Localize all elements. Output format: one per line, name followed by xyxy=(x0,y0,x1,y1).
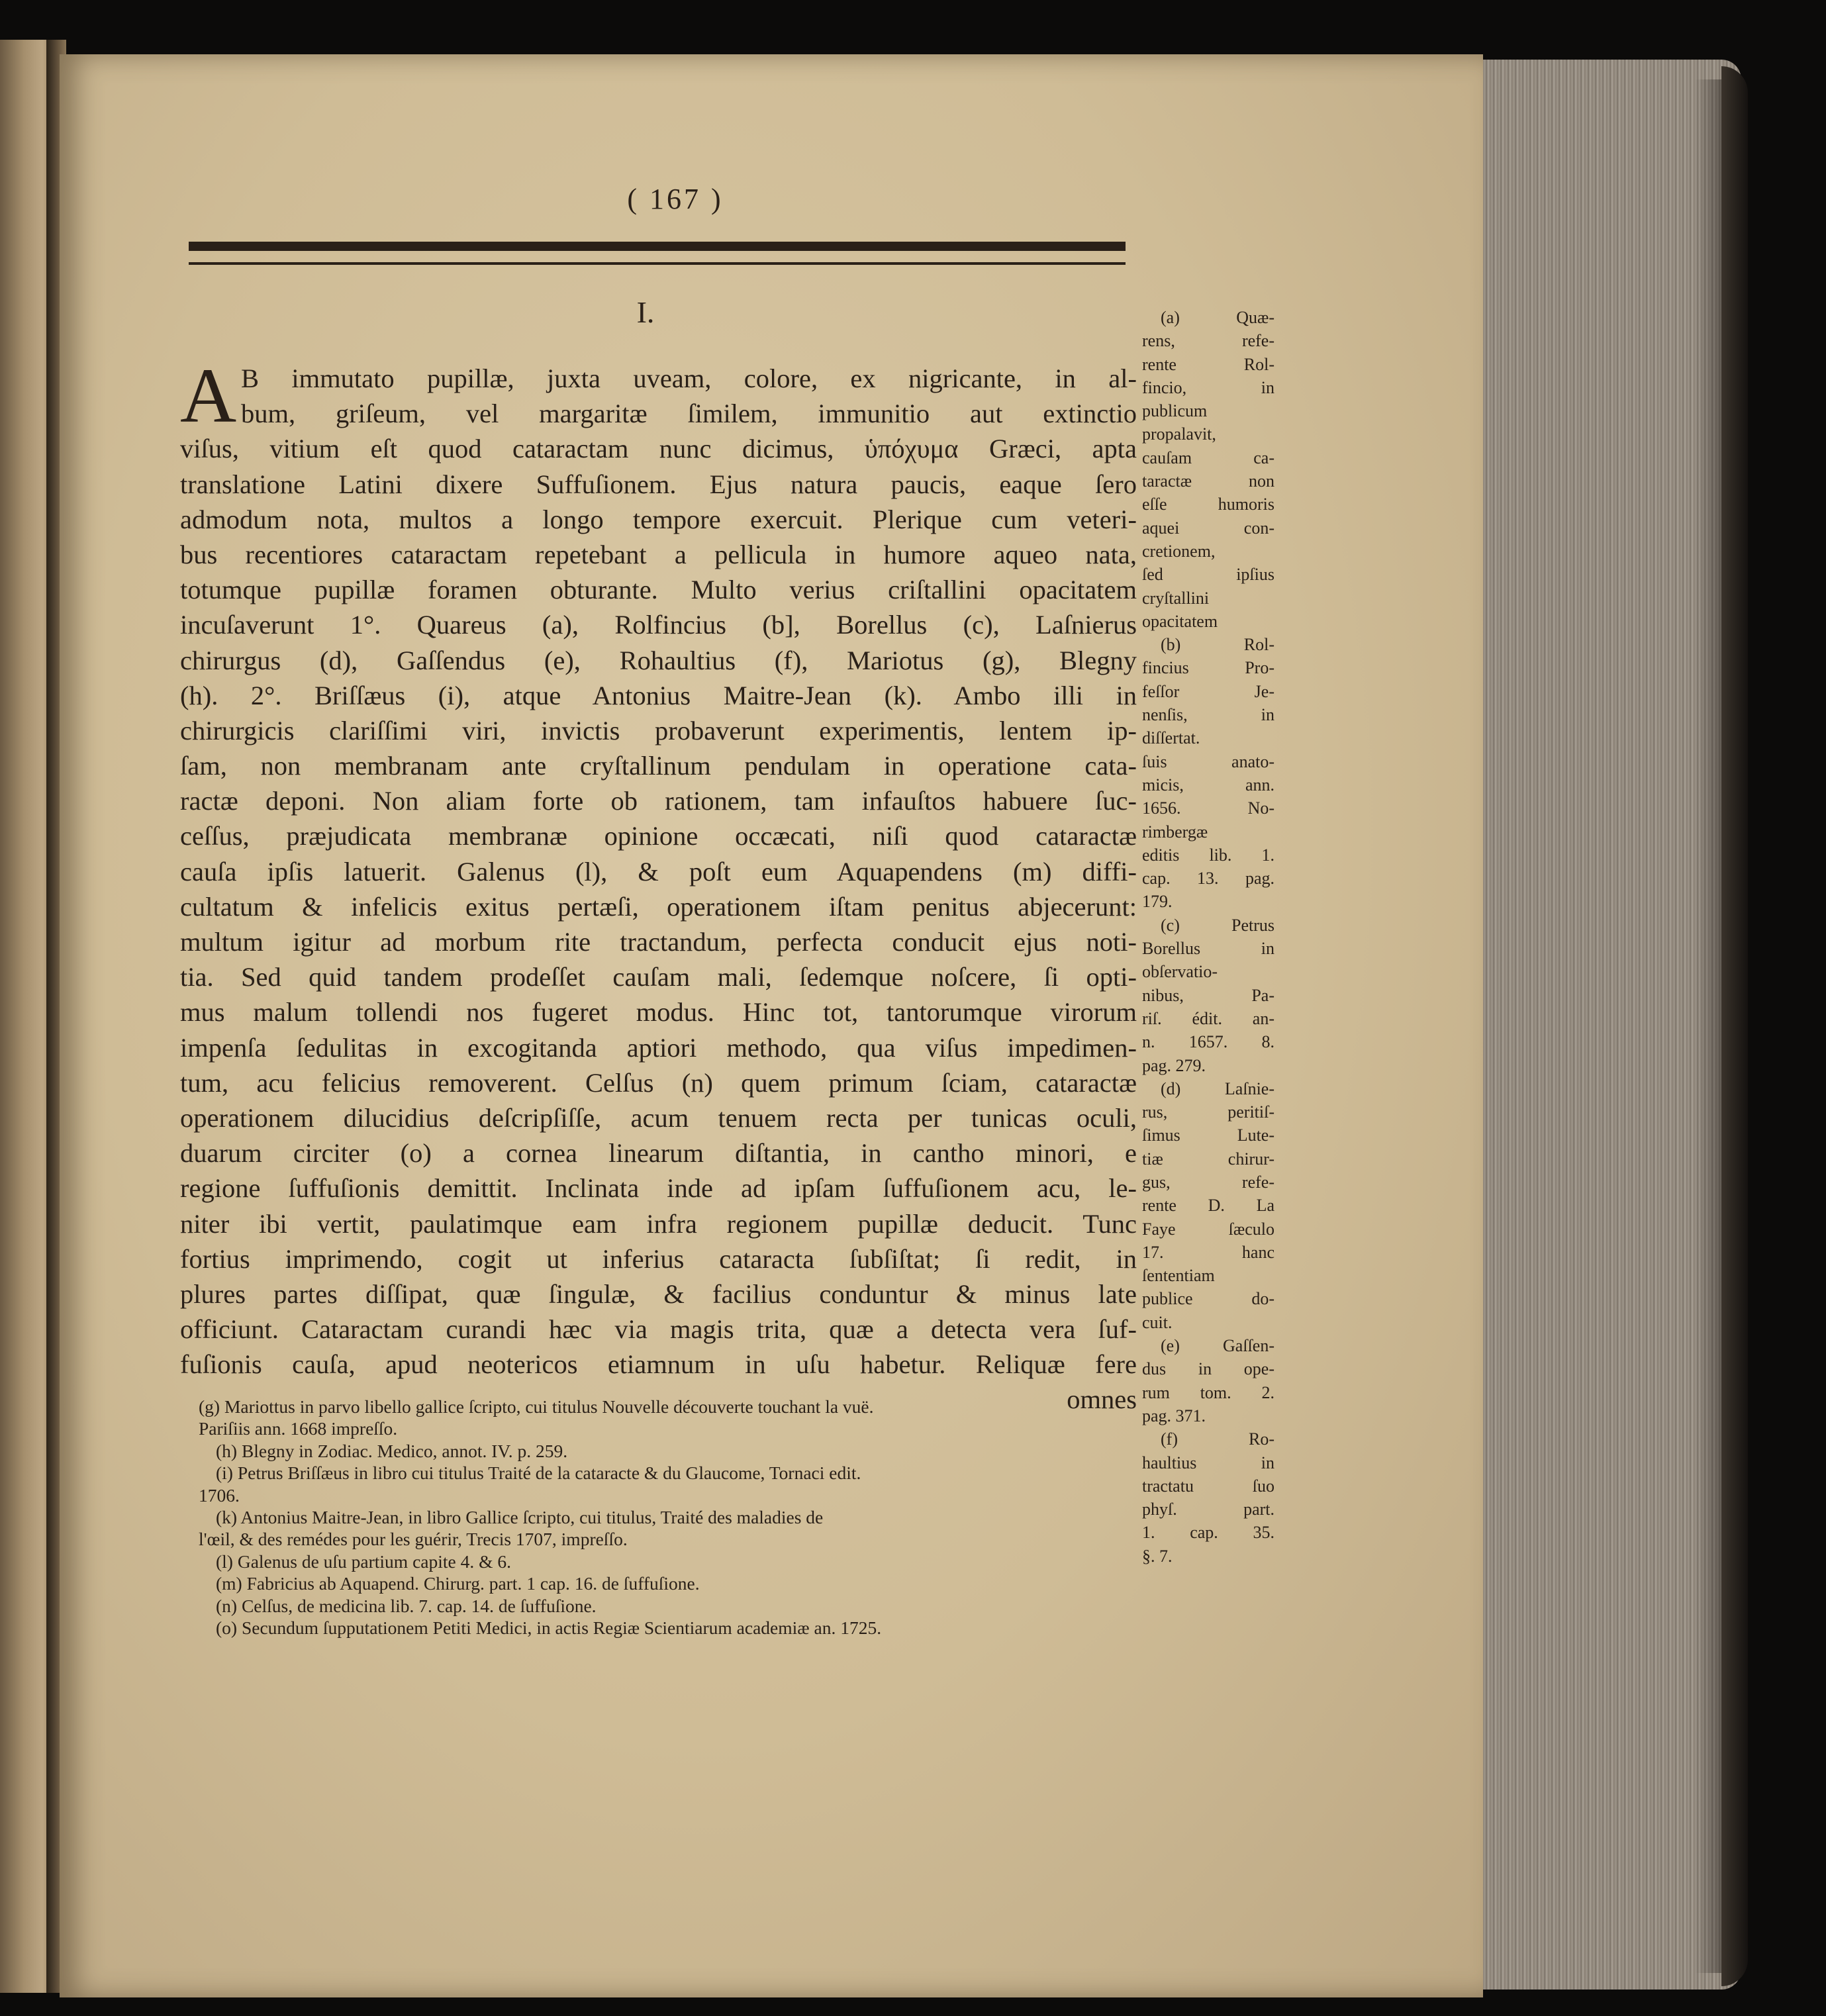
text-line: ſam, non membranam ante cryſtallinum pendulam in operatione cata- xyxy=(180,751,1137,781)
footnote-line: 1706. xyxy=(199,1484,240,1506)
margin-note-line: publice do- xyxy=(1142,1289,1274,1309)
margin-note-line: rum tom. 2. xyxy=(1142,1382,1274,1402)
margin-note-line: 1656. No- xyxy=(1142,798,1274,818)
margin-note-line: diſſertat. xyxy=(1142,728,1200,748)
margin-note-line: cauſam ca- xyxy=(1142,448,1274,467)
margin-note-line: fincio, in xyxy=(1142,377,1274,397)
text-line: fuſionis cauſa, apud neotericos etiamnum in uſu habetur. Reliquæ fere xyxy=(180,1349,1137,1380)
text-line: duarum circiter (o) a cornea linearum diſtantia, in cantho minori, e xyxy=(180,1138,1137,1169)
margin-note-line: nibus, Pa- xyxy=(1142,985,1274,1005)
margin-note-line: 1. cap. 35. xyxy=(1142,1523,1274,1543)
header-rule-thick xyxy=(189,242,1126,251)
footnote-line: l'œil, & des remédes pour les guérir, Trecis 1707, impreſſo. xyxy=(199,1529,628,1550)
footnote-line: (g) Mariottus in parvo libello gallice ſcripto, cui titulus Nouvelle découverte touchant la vuë. xyxy=(199,1396,874,1417)
margin-note-line: n. 1657. 8. xyxy=(1142,1032,1274,1052)
margin-note-line: propalavit, xyxy=(1142,424,1216,444)
margin-note-line: dus in ope- xyxy=(1142,1359,1274,1379)
margin-note-line: gus, refe- xyxy=(1142,1172,1274,1192)
margin-note-line: phyſ. part. xyxy=(1142,1500,1274,1519)
margin-note-line: rente D. La xyxy=(1142,1196,1274,1216)
margin-note-line: (a) Quæ- xyxy=(1161,308,1274,327)
text-line: chirurgicis clariſſimi viri, invictis probaverunt experimentis, lentem ip- xyxy=(180,715,1137,745)
margin-note-line: Faye ſæculo xyxy=(1142,1219,1274,1239)
margin-note-line: taractæ non xyxy=(1142,471,1274,491)
text-line: B immutato pupillæ, juxta uveam, colore, ex nigricante, in al- xyxy=(241,363,1137,393)
footnote-line: (n) Celſus, de medicina lib. 7. cap. 14. de ſuffuſione. xyxy=(216,1595,597,1616)
margin-note-line: ſententiam xyxy=(1142,1266,1215,1286)
margin-note-line: nenſis, in xyxy=(1142,705,1274,725)
text-line: multum igitur ad morbum rite tractandum, perfecta conducit ejus noti- xyxy=(180,927,1137,957)
margin-note-line: cap. 13. pag. xyxy=(1142,869,1274,888)
margin-note-line: pag. 279. xyxy=(1142,1055,1206,1075)
margin-note-line: publicum xyxy=(1142,401,1208,421)
text-line: viſus, vitium eſt quod cataractam nunc dicimus, ὑπόχυμα Græci, apta xyxy=(180,434,1137,464)
text-line: cauſa ipſis latuerit. Galenus (l), & poſt eum Aquapendens (m) diffi- xyxy=(180,856,1137,887)
drop-cap: A xyxy=(180,352,237,439)
text-line: plures partes diſſipat, quæ ſingulæ, & facilius conduntur & minus late xyxy=(180,1278,1137,1309)
footnote-line: (h) Blegny in Zodiac. Medico, annot. IV. p. 259. xyxy=(216,1440,568,1461)
footnote-line: (l) Galenus de uſu partium capite 4. & 6. xyxy=(216,1551,511,1572)
footnote-line: (k) Antonius Maitre-Jean, in libro Gallice ſcripto, cui titulus, Traité des maladies de xyxy=(216,1506,824,1527)
margin-note-line: rimbergæ xyxy=(1142,822,1208,841)
margin-note-line: §. 7. xyxy=(1142,1546,1173,1566)
margin-note-line: micis, ann. xyxy=(1142,775,1274,794)
margin-note-line: (b) Rol- xyxy=(1161,635,1274,655)
text-line: mus malum tollendi nos fugeret modus. Hinc tot, tantorumque virorum xyxy=(180,997,1137,1028)
text-line: regione ſuffuſionis demittit. Inclinata inde ad ipſam ſuffuſionem acu, le- xyxy=(180,1173,1137,1204)
text-line: niter ibi vertit, paulatimque eam infra regionem pupillæ deducit. Tunc xyxy=(180,1208,1137,1239)
footnote-line: (m) Fabricius ab Aquapend. Chirurg. part. 1 cap. 16. de ſuffuſione. xyxy=(216,1573,700,1594)
text-line: ceſſus, præjudicata membranæ opinione occæcati, niſi quod cataractæ xyxy=(180,821,1137,851)
text-line: chirurgus (d), Gaſſendus (e), Rohaultius (f), Mariotus (g), Blegny xyxy=(180,645,1137,675)
text-line: fortius imprimendo, cogit ut inferius cataracta ſubſiſtat; ſi redit, in xyxy=(180,1243,1137,1274)
margin-note-line: feſſor Je- xyxy=(1142,681,1274,701)
margin-note-line: ſimus Lute- xyxy=(1142,1126,1274,1145)
text-line: incuſaverunt 1°. Quareus (a), Rolfincius (b], Borellus (c), Laſnierus xyxy=(180,610,1137,640)
margin-note-line: cryſtallini xyxy=(1142,588,1210,608)
header-rule-thin xyxy=(189,262,1126,265)
margin-note-line: haultius in xyxy=(1142,1453,1274,1472)
text-line: bus recentiores cataractam repetebant a pellicula in humore aqueo nata, xyxy=(180,539,1137,569)
margin-note-line: 179. xyxy=(1142,892,1173,912)
margin-note-line: cretionem, xyxy=(1142,541,1216,561)
text-line: tum, acu felicius removerent. Celſus (n) quem primum ſciam, cataractæ xyxy=(180,1067,1137,1098)
margin-note-line: obſervatio- xyxy=(1142,962,1218,982)
footnote-line: Pariſiis ann. 1668 impreſſo. xyxy=(199,1418,398,1439)
margin-note-line: fincius Pro- xyxy=(1142,658,1274,678)
margin-note-line: aquei con- xyxy=(1142,518,1274,538)
book-cover-edge xyxy=(1721,66,1748,1986)
main-text xyxy=(180,352,1137,1417)
text-line: bum, griſeum, vel margaritæ ſimilem, immunitio aut extinctio xyxy=(241,399,1137,429)
margin-note-line: pag. 371. xyxy=(1142,1406,1206,1425)
margin-note-line: 17. hanc xyxy=(1142,1242,1274,1262)
margin-note-line: rens, refe- xyxy=(1142,331,1274,351)
text-line: tia. Sed quid tandem prodeſſet cauſam mali, ſedemque noſcere, ſi opti- xyxy=(180,962,1137,992)
footnote-line: (i) Petrus Briſſæus in libro cui titulus Traité de la cataracte & du Glaucome, Tornaci edit. xyxy=(216,1463,861,1484)
margin-note-line: (e) Gaſſen- xyxy=(1161,1336,1274,1356)
text-line: (h). 2°. Briſſæus (i), atque Antonius Maitre-Jean (k). Ambo illi in xyxy=(180,680,1137,710)
margin-note-line: editis lib. 1. xyxy=(1142,845,1274,865)
margin-note-line: ſuis anato- xyxy=(1142,751,1274,771)
margin-note-line: Borellus in xyxy=(1142,939,1274,959)
margin-note-line: (c) Petrus xyxy=(1161,915,1274,935)
margin-note-line: cuit. xyxy=(1142,1312,1173,1332)
page-number: ( 167 ) xyxy=(627,183,724,215)
section-heading: I. xyxy=(636,295,655,329)
text-line: impenſa ſedulitas in excogitanda aptiori methodo, qua viſus impedimen- xyxy=(180,1032,1137,1063)
margin-note-line: (f) Ro- xyxy=(1161,1429,1274,1449)
text-line: admodum nota, multos a longo tempore exercuit. Plerique cum veteri- xyxy=(180,504,1137,534)
margin-note-line: tiæ chirur- xyxy=(1142,1149,1274,1169)
text-line: translatione Latini dixere Suffuſionem. Ejus natura paucis, eaque ſero xyxy=(180,469,1137,499)
margin-note-line: opacitatem xyxy=(1142,611,1218,631)
margin-note-line: rente Rol- xyxy=(1142,354,1274,374)
margin-notes xyxy=(1142,306,1274,1568)
margin-note-line: riſ. édit. an- xyxy=(1142,1008,1274,1028)
footnote-line: (o) Secundum ſupputationem Petiti Medici, in actis Regiæ Scientiarum academiæ an. 1725. xyxy=(216,1617,882,1638)
margin-note-line: ſed ipſius xyxy=(1142,565,1274,585)
footnotes xyxy=(199,1396,1152,1639)
text-line: ractæ deponi. Non aliam forte ob rationem, tam infauſtos habuere ſuc- xyxy=(180,786,1137,816)
margin-note-line: rus, peritiſ- xyxy=(1142,1102,1274,1122)
text-line: officiunt. Cataractam curandi hæc via magis trita, quæ a detecta vera ſuf- xyxy=(180,1314,1137,1345)
text-line: cultatum & infelicis exitus pertæſi, operationem iſtam penitus abjecerunt: xyxy=(180,891,1137,922)
text-line: operationem dilucidius deſcripſiſſe, acum tenuem recta per tunicas oculi, xyxy=(180,1102,1137,1133)
previous-page-edge xyxy=(0,40,53,1993)
text-line: totumque pupillæ foramen obturante. Multo verius criſtallini opacitatem xyxy=(180,575,1137,605)
margin-note-line: tractatu ſuo xyxy=(1142,1476,1274,1496)
catchword: omnes xyxy=(1067,1384,1137,1415)
margin-note-line: eſſe humoris xyxy=(1142,495,1274,514)
margin-note-line: (d) Laſnie- xyxy=(1161,1079,1274,1098)
